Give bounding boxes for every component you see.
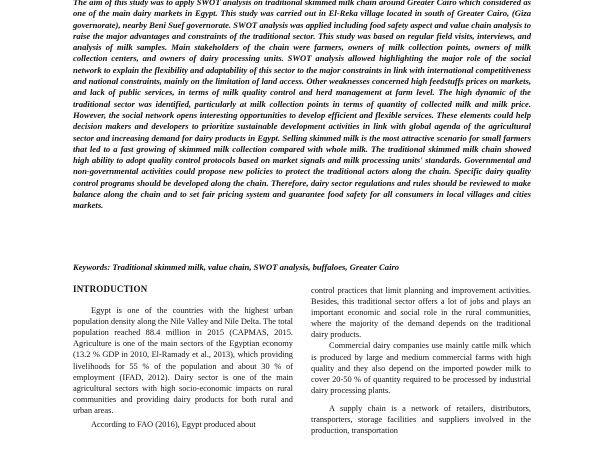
abstract-text: The aim of this study was to apply SWOT analysis on traditional skimmed milk chain around Greater Cairo which considered as one of the main dairy markets in Egypt. This study was carried out in El-Reka village located in south of Greater Cairo, (Giza governorate), nearby Beni Suef governorate. SWOT analysis was applied including food safety aspect and value chain analysis to raise the major advantages and constraints of the traditional sector. This study was based on regular field visits, interviews, and analysis of milk samples. Main stakeholders of the chain were farmers, owners of milk collection points, owners of milk collection centers, and owners of dairy processing units. SWOT analysis allowed highlighting the major role of the social network to explain the flexibility and adaptability of this sector to the major constraints in link with international competitiveness and national constraints, mainly on the limitation of land access. Other weaknesses concerned high feedstuffs prices on markets, and lack of public services, in terms of milk quality control and herd management at farm level. The high dynamic of the traditional sector was identified, particularly at milk collection points in terms of quantity of collected milk and milk price. However, the social network opens interesting opportunities to develop efficient and flexible services. These elements could help decision makers and developers to prioritize sustainable development activities in link with global agenda of the agricultural sector and increasing demand for dairy products in Egypt. Selling skimmed milk is the most attractive scenario for small farmers that led to a fast growing of skimmed milk collection compared with whole milk. The traditional skimmed milk chain showed high ability to adopt quality control protocols based on market signals and milk processing units' standards. Governmental and non-governmental activities could propose new policies to protect the traditional actors along the chain. Specific dairy quality control programs should be developed along the chain. Therefore, dairy sector regulations and rules should be reviewed to make balance along the chain and to set fair pricing system and guarantee food safety for all consumers in local villages and cities markets.	[73, 0, 531, 211]
left-column	[73, 284, 293, 430]
right-column	[311, 285, 531, 436]
intro-paragraph-3: control practices that limit planning and improvement activities. Besides, this traditional sector offers a lot of jobs and plays an important economic and social role in the rural communities, where the majority of the demand depends on the traditional dairy products.	[311, 286, 531, 340]
intro-paragraph-2: According to FAO (2016), Egypt produced about	[91, 420, 256, 430]
section-heading-introduction: INTRODUCTION	[73, 284, 148, 294]
keywords-line: Keywords: Traditional skimmed milk, value chain, SWOT analysis, buffaloes, Greater Cairo	[73, 262, 400, 272]
intro-paragraph-1: Egypt is one of the countries with the highest urban population density along the Nile Valley and Nile Delta. The total population reached 88.4 million in 2015 (CAPMAS, 2015. Agriculture is one of the main sectors of the Egyptian economy (13.2 % GDP in 2010, El-Ramady et al., 2013), which providing livelihoods for 55 % of the population and about 30 % of employment (IFAD, 2012). Dairy sector is one of the main agricultural sectors with high socio-economic impacts on rural communities and providing dairy products for both rural and urban areas.	[73, 306, 293, 415]
intro-paragraph-4: Commercial dairy companies use mainly cattle milk which is produced by large and medium commercial farms with high quality and they also depend on the imported powder milk to cover 20-50 % of quantity required to be processed by industrial dairy processing plants.	[311, 341, 531, 395]
intro-paragraph-5: A supply chain is a network of retailers, distributors, transporters, storage facilities and suppliers involved in the production, transportation	[311, 403, 531, 436]
